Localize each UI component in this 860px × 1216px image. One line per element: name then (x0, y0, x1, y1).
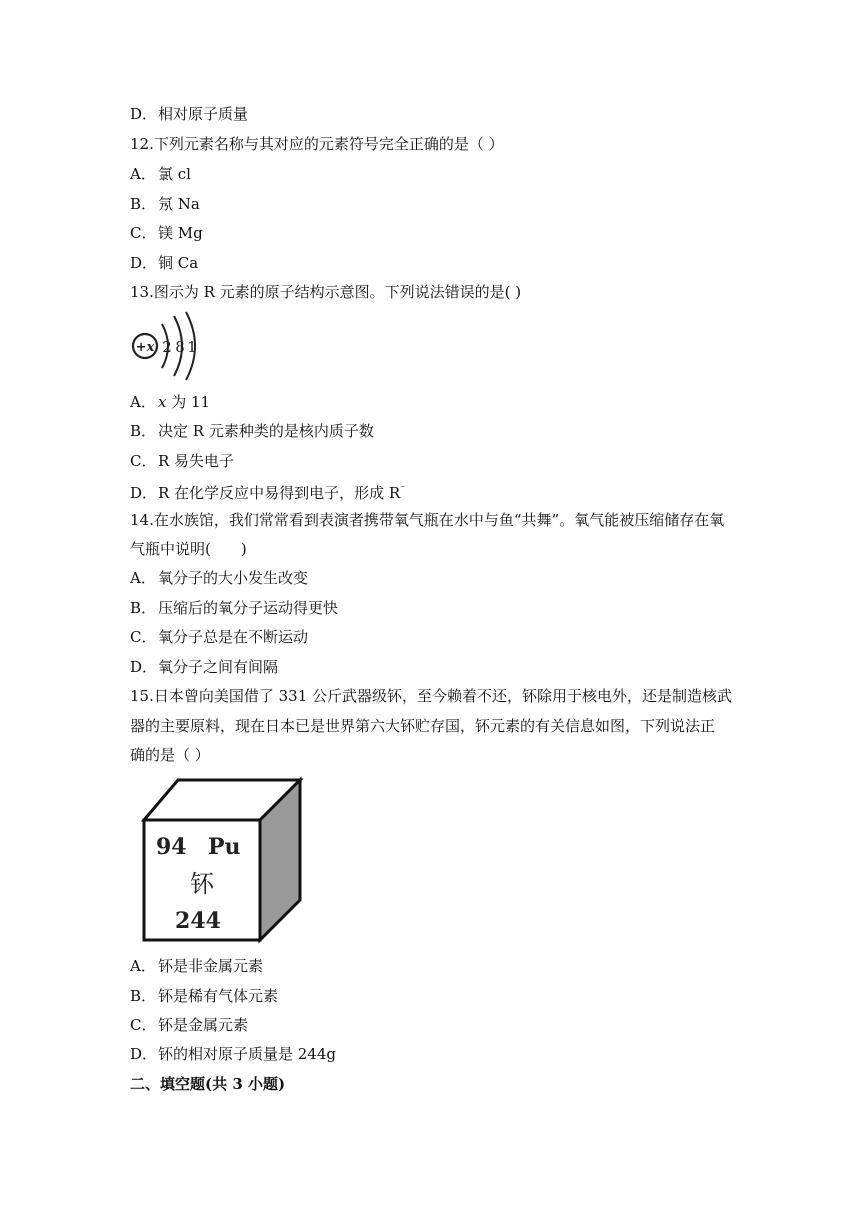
q14-option-a: A． 氧分子的大小发生改变 (130, 569, 309, 587)
q14-stem-line1: 14.在水族馆，我们常常看到表演者携带氧气瓶在水中与鱼“共舞”。氧气能被压缩储存在氧 (130, 511, 725, 529)
q15-stem-line1: 15.日本曾向美国借了 331 公斤武器级钚，至今赖着不还，钚除用于核电外，还是制造核武 (130, 687, 733, 705)
q13-option-a: A． x 为 11 (130, 393, 211, 411)
atom-structure-diagram (130, 310, 210, 382)
q13-option-c: C． R 易失电子 (130, 452, 235, 470)
q15-option-c: C． 钚是金属元素 (130, 1016, 249, 1034)
q15-stem-line2: 器的主要原料，现在日本已是世界第六大钚贮存国，钚元素的有关信息如图，下列说法正 (130, 717, 716, 735)
q13-stem: 13.图示为 R 元素的原子结构示意图。下列说法错误的是( ) (130, 283, 522, 301)
q14-option-b: B． 压缩后的氧分子运动得更快 (130, 599, 339, 617)
element-name: 钚 (190, 870, 214, 898)
q12-option-a: A． 氯 cl (130, 165, 191, 183)
shell-2-electrons: 8 (175, 338, 185, 356)
element-symbol: Pu (208, 834, 241, 860)
q14-option-c: C． 氧分子总是在不断运动 (130, 628, 309, 646)
q12-option-c: C． 镁 Mg (130, 224, 203, 242)
q13-option-b: B． 决定 R 元素种类的是核内质子数 (130, 422, 374, 440)
q14-stem-line2: 气瓶中说明( ) (130, 540, 247, 558)
q12-option-d: D．铜 Ca (130, 254, 199, 272)
q11-option-d: D．相对原子质量 (130, 105, 249, 123)
q12-stem: 12.下列元素名称与其对应的元素符号完全正确的是（ ） (130, 135, 504, 153)
shell-1-electrons: 2 (162, 338, 172, 356)
nucleus-charge: +x (135, 340, 155, 355)
shell-3-electrons: 1 (187, 338, 197, 356)
element-cube-figure (132, 776, 312, 944)
q15-option-a: A． 钚是非金属元素 (130, 957, 264, 975)
q14-option-d: D．氧分子之间有间隔 (130, 658, 279, 676)
q15-option-d: D．钚的相对原子质量是 244g (130, 1045, 337, 1063)
q15-stem-line3: 确的是（ ） (130, 746, 210, 764)
q15-option-b: B． 钚是稀有气体元素 (130, 987, 279, 1005)
q12-option-b: B． 氖 Na (130, 195, 200, 213)
atomic-mass: 244 (175, 908, 221, 934)
atomic-number: 94 (156, 834, 187, 860)
q13-option-d: D．R 在化学反应中易得到电子，形成 R⁻ (130, 484, 406, 502)
section-heading-fill-in: 二、填空题(共 3 小题) (130, 1075, 286, 1093)
